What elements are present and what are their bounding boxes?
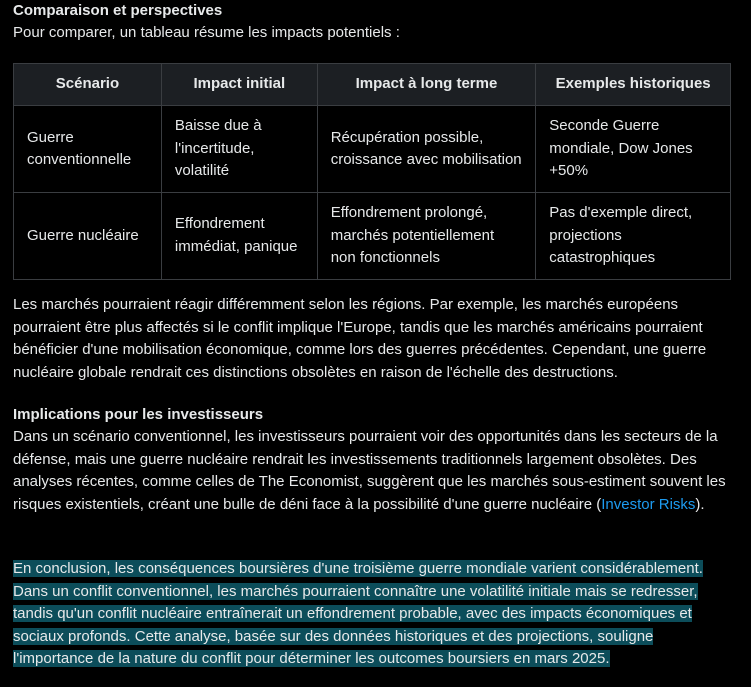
- investor-risks-link[interactable]: Investor Risks: [601, 495, 696, 513]
- highlighted-conclusion: En conclusion, les conséquences boursières d'une troisième guerre mondiale varient considérablement. Dans un conflit conventionnel, les marchés pourraient connaître une volatilité initiale mais se redresser, tandis qu'un conflit nucléaire entraînerait un effondrement probable, avec des impacts économiques et sociaux profonds. Cette analyse, basée sur des données historiques et des projections, souligne l'importance de la nature du conflit pour déterminer les outcomes boursiers en mars 2025.: [13, 560, 703, 667]
- table-header-cell: Exemples historiques: [536, 64, 731, 106]
- investors-paragraph: [13, 426, 751, 516]
- table-header-cell: Impact à long terme: [317, 64, 536, 106]
- investors-body: Dans un scénario conventionnel, les investisseurs pourraient voir des opportunités dans les secteurs de la défense, mais une guerre nucléaire rendrait les investissements traditionnels largement obsolètes. Des analyses récentes, comme celles de The Economist, suggèrent que les marchés sous-estiment souvent les risques existentiels, créant une bulle de déni face à la possibilité d'une guerre nucléaire (: [13, 428, 726, 513]
- table-cell: Récupération possible, croissance avec mobilisation: [317, 106, 536, 193]
- table-header-cell: Impact initial: [161, 64, 317, 106]
- table-header-row: [14, 64, 731, 106]
- table-cell: Guerre conventionnelle: [14, 106, 162, 193]
- comparison-table: [13, 63, 731, 280]
- table-cell: Pas d'exemple direct, projections catastrophiques: [536, 193, 731, 280]
- table-cell: Baisse due à l'incertitude, volatilité: [161, 106, 317, 193]
- table-cell: Effondrement immédiat, panique: [161, 193, 317, 280]
- table-cell: Effondrement prolongé, marchés potentiellement non fonctionnels: [317, 193, 536, 280]
- section-heading-comparison: Comparaison et perspectives: [13, 2, 223, 19]
- section-heading-investors: Implications pour les investisseurs: [13, 406, 264, 423]
- conclusion-paragraph: [13, 558, 733, 671]
- table-header-cell: Scénario: [14, 64, 162, 106]
- table-cell: Seconde Guerre mondiale, Dow Jones +50%: [536, 106, 731, 193]
- regions-paragraph: Les marchés pourraient réagir différemment selon les régions. Par exemple, les marchés européens pourraient être plus affectés si le conflit implique l'Europe, tandis que les marchés américains pourraient bénéficier d'une mobilisation économique, comme lors des guerres précédentes. Cependant, une guerre nucléaire globale rendrait ces distinctions obsolètes en raison de l'échelle des destructions.: [13, 296, 707, 381]
- table-row: [14, 106, 731, 193]
- comparison-intro: Pour comparer, un tableau résume les impacts potentiels :: [13, 24, 400, 41]
- investors-body-end: ).: [695, 495, 705, 513]
- table-cell: Guerre nucléaire: [14, 193, 162, 280]
- table-row: [14, 193, 731, 280]
